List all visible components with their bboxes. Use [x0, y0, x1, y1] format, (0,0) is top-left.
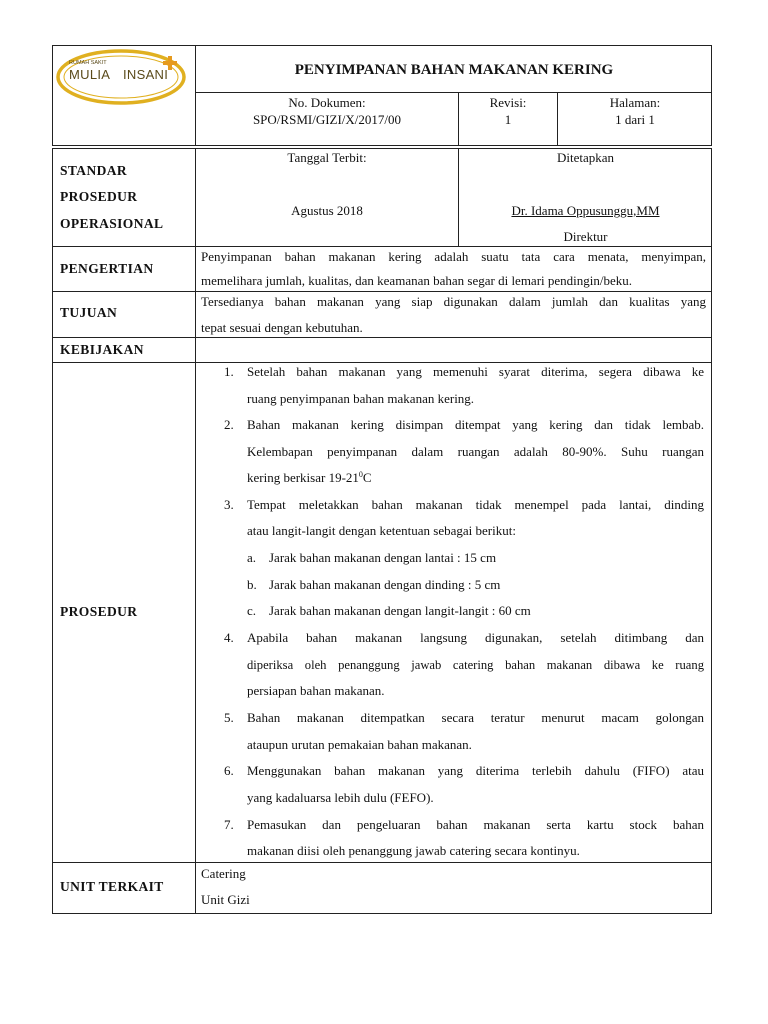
subitem-letter: c.	[247, 603, 257, 618]
procedure-line: Setelah bahan makanan yang memenuhi syarat diterima, segera dibawa ke	[247, 364, 704, 379]
hospital-logo	[55, 48, 191, 108]
procedure-line: ataupun urutan pemakaian bahan makanan.	[247, 737, 472, 752]
procedure-line: Tempat meletakkan bahan makanan tidak menempel pada lantai, dinding	[247, 497, 704, 512]
issue-date-label: Tanggal Terbit:	[287, 150, 367, 165]
procedure-line: Apabila bahan makanan langsung digunakan, setelah ditimbang dan	[247, 630, 704, 645]
subitem-letter: a.	[247, 550, 257, 565]
procedure-line: atau langit-langit dengan ketentuan sebagai berikut:	[247, 523, 516, 538]
procedure-number: 5.	[224, 710, 234, 725]
logo-small-text: RUMAH SAKIT	[69, 60, 107, 66]
page-value: 1 dari 1	[615, 112, 655, 127]
procedure-line: Menggunakan bahan makanan yang diterima terlebih dahulu (FIFO) atau	[247, 763, 704, 778]
procedure-line: yang kadaluarsa lebih dulu (FEFO).	[247, 790, 434, 805]
sop-label-line1: STANDAR	[60, 163, 128, 178]
procedure-line: Kelembapan penyimpanan dalam ruangan adalah 80-90%. Suhu ruangan	[247, 444, 704, 459]
procedure-line: Pemasukan dan pengeluaran bahan makanan serta kartu stock bahan	[247, 817, 704, 832]
doc-number-value: SPO/RSMI/GIZI/X/2017/00	[252, 112, 402, 127]
procedure-number: 7.	[224, 817, 234, 832]
subitem-text: Jarak bahan makanan dengan lantai : 15 cm	[269, 550, 497, 565]
unit-item-catering: Catering	[201, 866, 246, 881]
tujuan-line1: Tersedianya bahan makanan yang siap digunakan dalam jumlah dan kualitas yang	[201, 294, 706, 309]
unit-item-gizi: Unit Gizi	[201, 892, 250, 907]
subitem-letter: b.	[247, 577, 257, 592]
pengertian-label: PENGERTIAN	[60, 261, 154, 276]
set-by-label: Ditetapkan	[556, 150, 615, 165]
kebijakan-label: KEBIJAKAN	[60, 342, 144, 357]
pengertian-line1: Penyimpanan bahan makanan kering adalah suatu tata cara menata, menyimpan,	[201, 249, 706, 264]
logo-brand-right: INSANI	[123, 67, 169, 82]
sop-label-line3: OPERASIONAL	[60, 216, 164, 231]
unit-terkait-label: UNIT TERKAIT	[60, 879, 164, 894]
subitem-text: Jarak bahan makanan dengan dinding : 5 cm	[269, 577, 501, 592]
issue-date: Agustus 2018	[291, 203, 363, 218]
signer-role: Direktur	[563, 229, 608, 244]
subitem-text: Jarak bahan makanan dengan langit-langit : 60 cm	[269, 603, 531, 618]
prosedur-label: PROSEDUR	[60, 604, 138, 619]
signer-name: Dr. Idama Oppusunggu,MM	[511, 203, 660, 218]
procedure-number: 6.	[224, 763, 234, 778]
procedure-line: Bahan makanan ditempatkan secara teratur menurut macam golongan	[247, 710, 704, 725]
tujuan-label: TUJUAN	[60, 305, 118, 320]
sop-label-line2: PROSEDUR	[60, 189, 138, 204]
procedure-number: 3.	[224, 497, 234, 512]
document-title: PENYIMPANAN BAHAN MAKANAN KERING	[294, 62, 614, 78]
procedure-number: 2.	[224, 417, 234, 432]
revision-label: Revisi:	[489, 95, 527, 110]
revision-value: 1	[504, 112, 512, 127]
pengertian-line2: memelihara jumlah, kualitas, dan keamanan bahan segar di lemari pendingin/beku.	[201, 273, 633, 288]
procedure-line: diperiksa oleh penanggung jawab catering bahan makanan dibawa ke ruang	[247, 658, 704, 672]
logo-brand-left: MULIA	[69, 67, 111, 82]
procedure-number: 1.	[224, 364, 234, 379]
procedure-line: persiapan bahan makanan.	[247, 683, 385, 698]
page-label: Halaman:	[609, 95, 661, 110]
procedure-number: 4.	[224, 630, 234, 645]
procedure-line: makanan diisi oleh penanggung jawab catering secara kontinyu.	[247, 843, 580, 858]
procedure-line: Bahan makanan kering disimpan ditempat yang kering dan tidak lembab.	[247, 417, 704, 432]
doc-number-label: No. Dokumen:	[288, 95, 366, 110]
procedure-line-temperature: kering berkisar $19-21^0C$	[247, 470, 372, 485]
procedure-line: ruang penyimpanan bahan makanan kering.	[247, 391, 475, 406]
tujuan-line2: tepat sesuai dengan kebutuhan.	[201, 320, 363, 335]
